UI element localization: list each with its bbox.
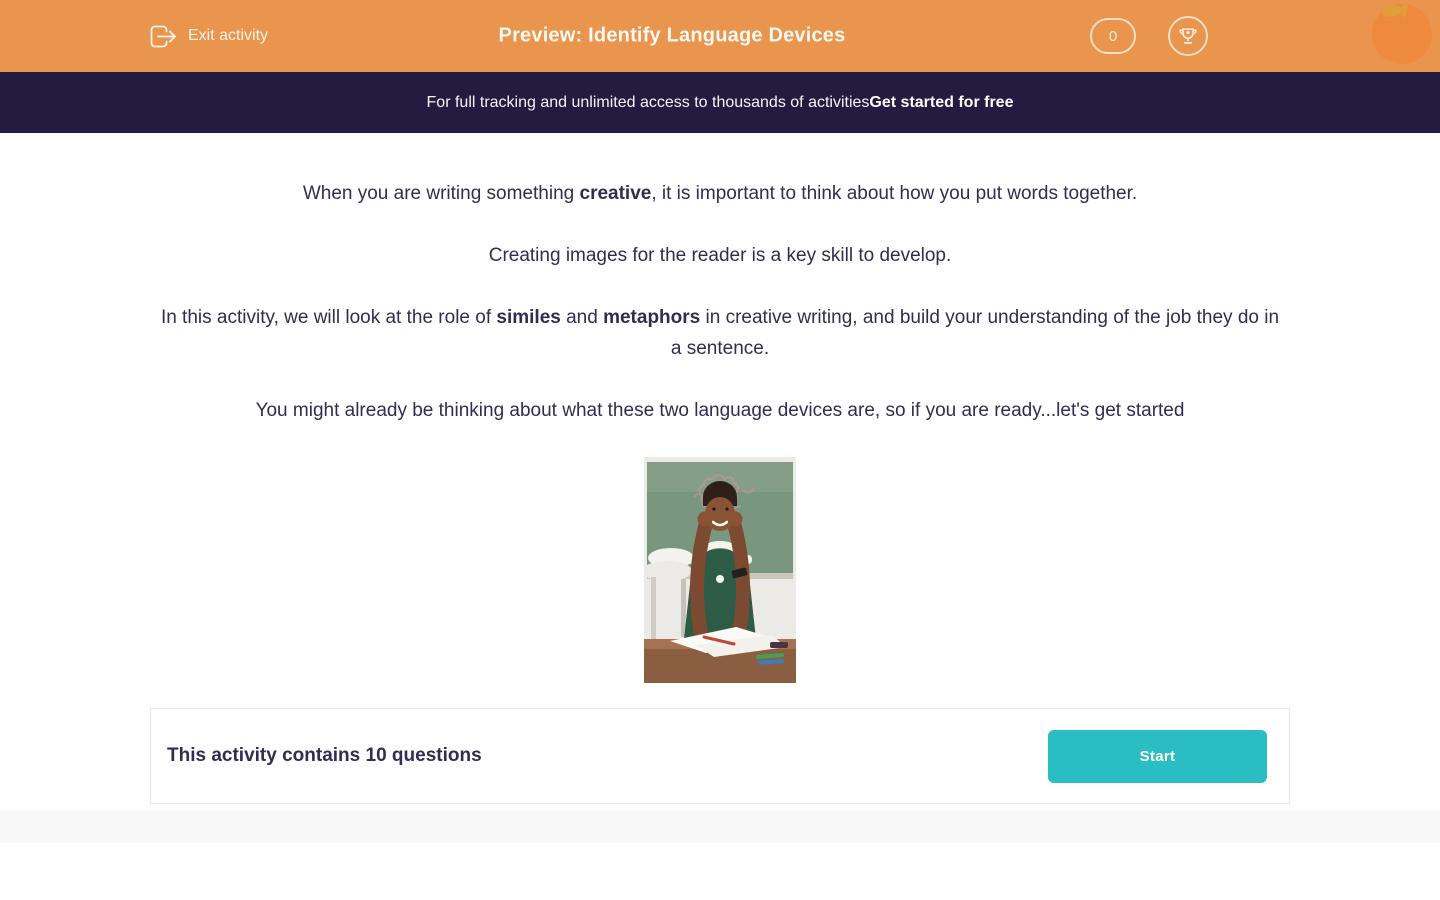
intro-paragraph-1: When you are writing something creative, it is important to think about how you put words together. — [302, 183, 1138, 204]
app-header — [0, 0, 1440, 72]
activity-summary-card — [150, 708, 1290, 804]
intro-paragraph-2: Creating images for the reader is a key skill to develop. — [488, 245, 952, 266]
intro-paragraph-3: In this activity, we will look at the role of similes and metaphors in creative writing, and build your understanding of the job they do in a sentence. — [160, 307, 1280, 359]
trophy-icon — [1177, 25, 1199, 47]
upgrade-banner — [0, 72, 1440, 133]
logout-arrow-icon — [150, 25, 177, 48]
page-title: Preview: Identify Language Devices — [498, 24, 846, 47]
footer-band — [0, 810, 1440, 843]
score-counter-badge — [1090, 18, 1136, 54]
student-thinking-image — [644, 457, 796, 683]
question-count-text: This activity contains 10 questions — [167, 745, 482, 766]
exit-activity-button[interactable] — [150, 0, 268, 72]
get-started-link[interactable]: Get started for free — [869, 93, 1014, 111]
activity-intro — [0, 133, 1440, 843]
orange-fruit-logo[interactable] — [1370, 0, 1434, 72]
banner-text: For full tracking and unlimited access to thousands of activities — [426, 93, 870, 111]
start-button[interactable]: Start — [1048, 730, 1267, 783]
exit-activity-label: Exit activity — [188, 27, 269, 44]
intro-paragraph-4: You might already be thinking about what these two language devices are, so if you are ready...let's get started — [255, 400, 1185, 421]
rewards-button[interactable] — [1168, 16, 1208, 56]
score-count: 0 — [1108, 27, 1118, 45]
